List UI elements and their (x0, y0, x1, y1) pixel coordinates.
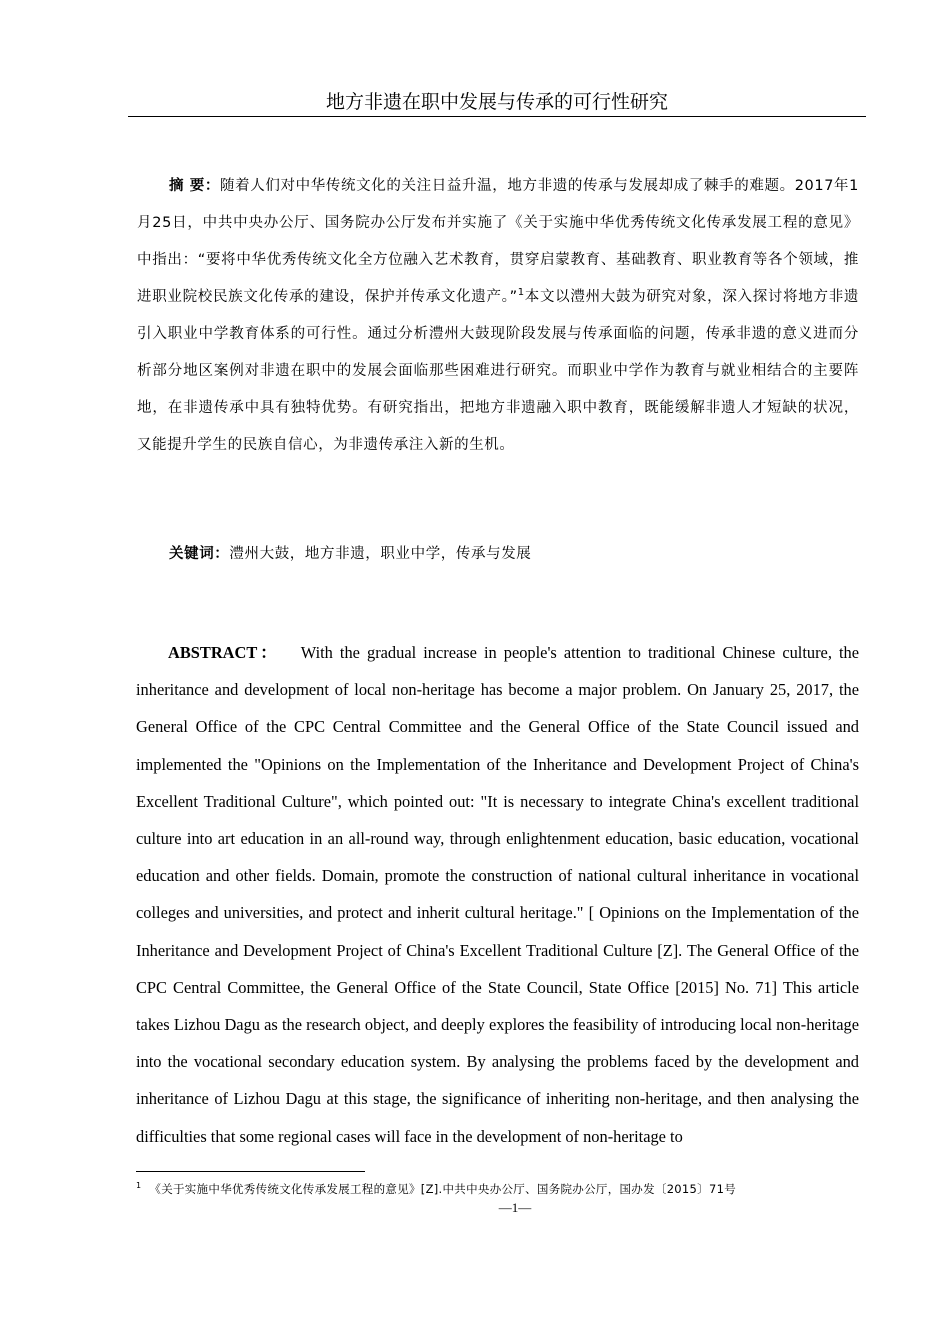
footnote-reference[interactable]: 1 (517, 287, 525, 299)
chinese-abstract (137, 168, 859, 464)
english-abstract (136, 634, 859, 1155)
running-header-title: 地方非遗在职中发展与传承的可行性研究 (128, 88, 866, 117)
chinese-abstract-text-part-1: 随着人们对中华传统文化的关注日益升温，地方非遗的传承与发展却成了棘手的难题。2017年1月25日，中共中央办公厅、国务院办公厅发布并实施了《关于实施中华优秀传统文化传承发展工程的意见》 中指出：“要将中华优秀传统文化全方位融入艺术教育，贯穿启蒙教育、基础教育、职业教育等各个领域，推进职业院校民族文化传承的建设，保护并传承文化遗产。” (137, 178, 859, 305)
chinese-keywords-text: 澧州大鼓，地方非遗，职业中学，传承与发展 (229, 546, 532, 562)
footnote (136, 1180, 866, 1198)
english-abstract-text: With the gradual increase in people's attention to traditional Chinese culture, the inheritance and development of local non-heritage has become a major problem. On January 25, 2017, the General Office of the CPC Central Committee and the General Office of the State Council issued and implemented the "Opinions on the Implementation of the Inheritance and Development Project of China's Excellent Traditional Culture", which pointed out: "It is necessary to integrate China's excellent traditional culture into art education in an all-round way, through enlightenment education, basic education, vocational education and other fields. Domain, promote the construction of national cultural inheritance in vocational colleges and universities, and protect and inherit cultural heritage." [ Opinions on the Implementation of the Inheritance and Development Project of China's Excellent Traditional Culture [Z]. The General Office of the CPC Central Committee, the General Office of the State Council, State Office [2015] No. 71] This article takes Lizhou Dagu as the research object, and deeply explores the feasibility of introducing local non-heritage into the vocational secondary education system. By analysing the problems faced by the development and inheritance of Lizhou Dagu at this stage, the significance of inheriting non-heritage, and then analysing the difficulties that some regional cases will face in the development of non-heritage to (136, 643, 860, 1146)
chinese-keywords-label: 关键词： (169, 546, 230, 562)
english-abstract-label: ABSTRACT： (168, 643, 280, 662)
chinese-abstract-label: 摘 要： (169, 178, 221, 194)
footnote-text: 《关于实施中华优秀传统文化传承发展工程的意见》[Z].中共中央办公厅、国务院办公厅，国办发〔2015〕71号 (149, 1182, 736, 1196)
chinese-keywords (137, 536, 859, 573)
footnote-marker: 1 (136, 1181, 142, 1191)
page-number: —1— (498, 1200, 532, 1215)
footnote-separator (136, 1171, 365, 1172)
chinese-abstract-text-part-2: 本文以澧州大鼓为研究对象，深入探讨将地方非遗引入职业中学教育体系的可行性。通过分析澧州大鼓现阶段发展与传承面临的问题，传承非遗的意义进而分析部分地区案例对非遗在职中的发展会面临那些困难进行研究。而职业中学作为教育与就业相结合的主要阵地，在非遗传承中具有独特优势。有研究指出，把地方非遗融入职中教育，既能缓解非遗人才短缺的状况，又能提升学生的民族自信心，为非遗传承注入新的生机。 (137, 289, 859, 453)
